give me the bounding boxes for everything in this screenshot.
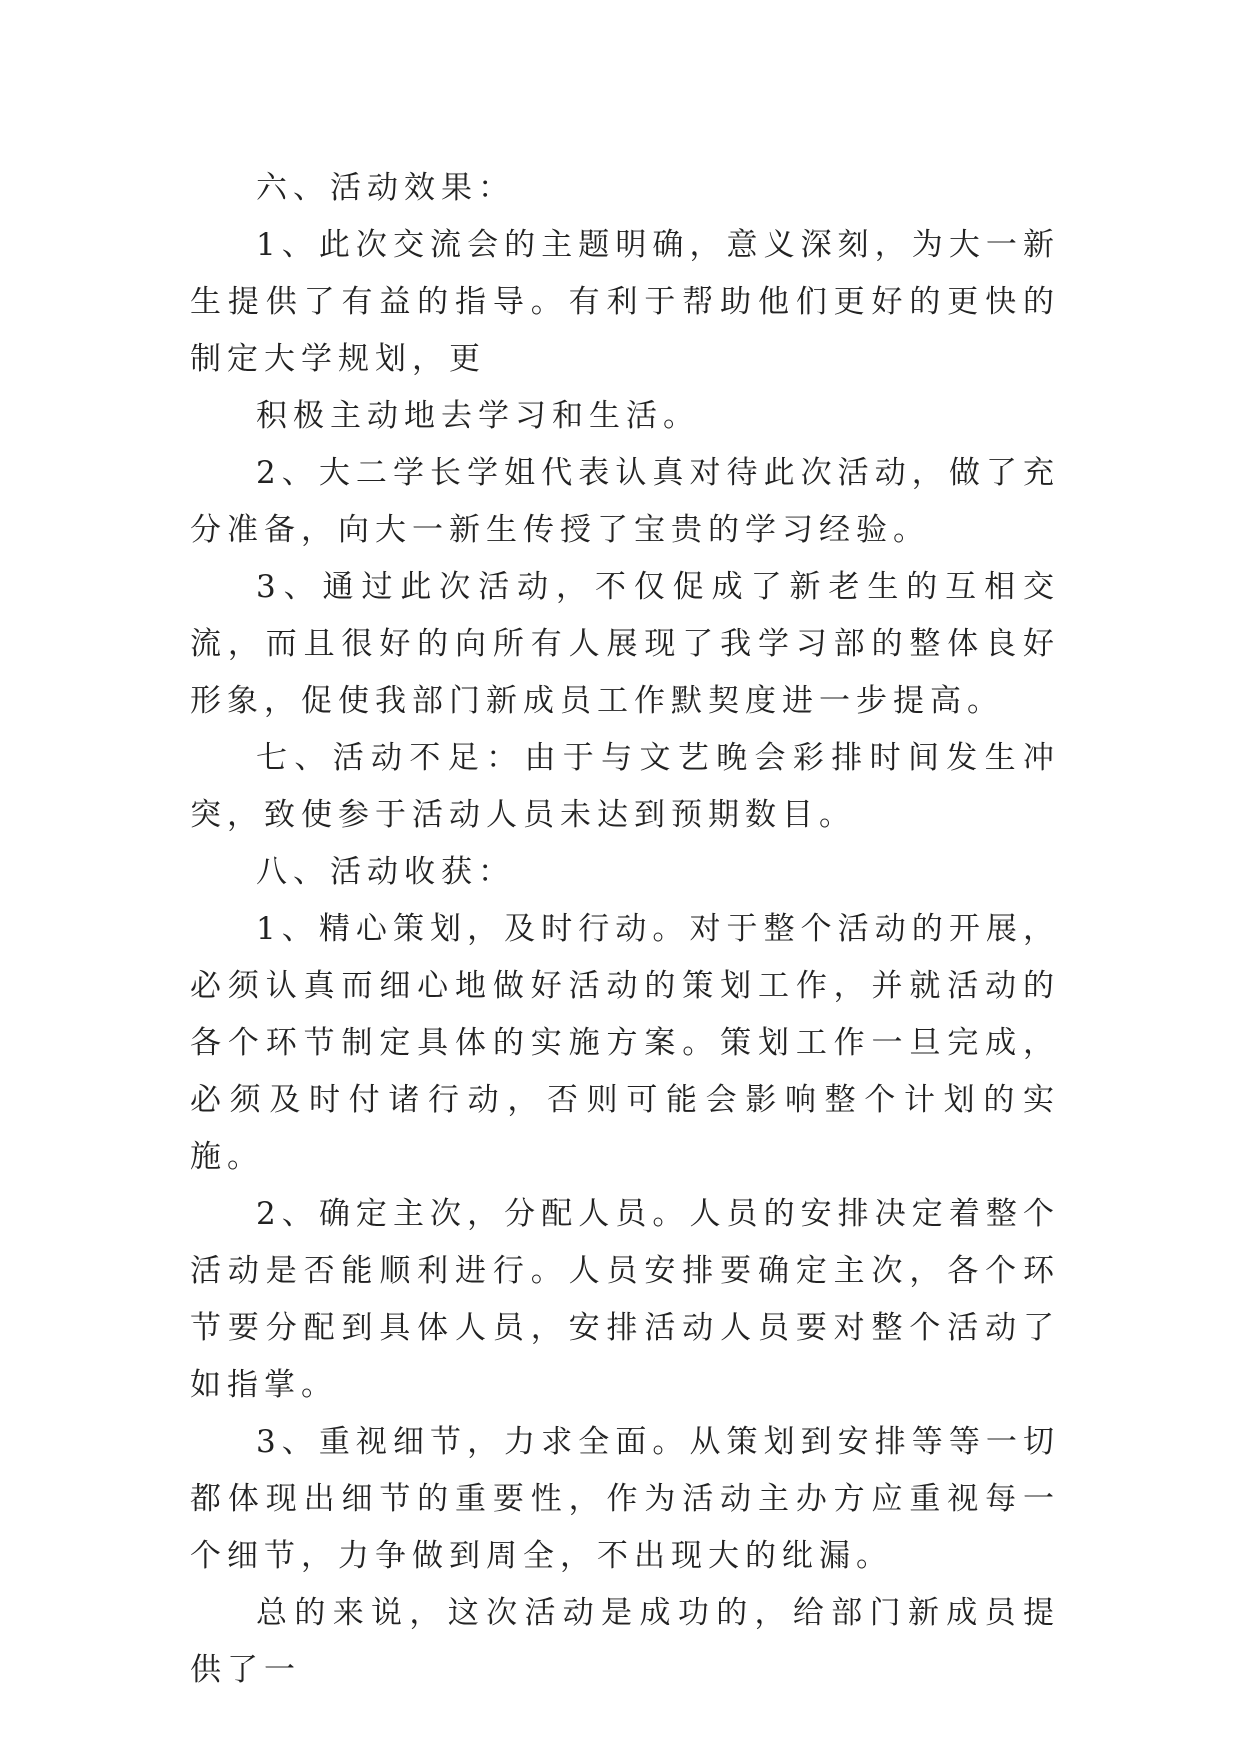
gains-item-1: 1、精心策划，及时行动。对于整个活动的开展，必须认真而细心地做好活动的策划工作，并就活动的各个环节制定具体的实施方案。策划工作一旦完成，必须及时付诸行动，否则可能会影响整个计划的实施。 — [190, 911, 1060, 1175]
gains-item-2: 2、确定主次，分配人员。人员的安排决定着整个活动是否能顺利进行。人员安排要确定主次，各个环节要分配到具体人员，安排活动人员要对整个活动了如指掌。 — [190, 1196, 1060, 1403]
section-heading-gains: 八、活动收获： — [256, 854, 515, 890]
effects-item-1: 1、此次交流会的主题明确，意义深刻，为大一新生提供了有益的指导。有利于帮助他们更好的更快的制定大学规划，更 — [190, 227, 1060, 377]
effects-item-2: 2、大二学长学姐代表认真对待此次活动，做了充分准备，向大一新生传授了宝贵的学习经验。 — [190, 455, 1060, 548]
document-body — [190, 160, 1060, 1699]
effects-item-1-continued: 积极主动地去学习和生活。 — [256, 398, 700, 434]
section-shortcomings: 七、活动不足：由于与文艺晚会彩排时间发生冲突，致使参于活动人员未达到预期数目。 — [190, 740, 1060, 833]
summary-paragraph: 总的来说，这次活动是成功的，给部门新成员提供了一 — [190, 1595, 1060, 1688]
effects-item-3: 3、通过此次活动，不仅促成了新老生的互相交流，而且很好的向所有人展现了我学习部的整体良好形象，促使我部门新成员工作默契度进一步提高。 — [190, 569, 1060, 719]
gains-item-3: 3、重视细节，力求全面。从策划到安排等等一切都体现出细节的重要性，作为活动主办方应重视每一个细节，力争做到周全，不出现大的纰漏。 — [190, 1424, 1060, 1574]
section-heading-effects: 六、活动效果： — [256, 170, 515, 206]
